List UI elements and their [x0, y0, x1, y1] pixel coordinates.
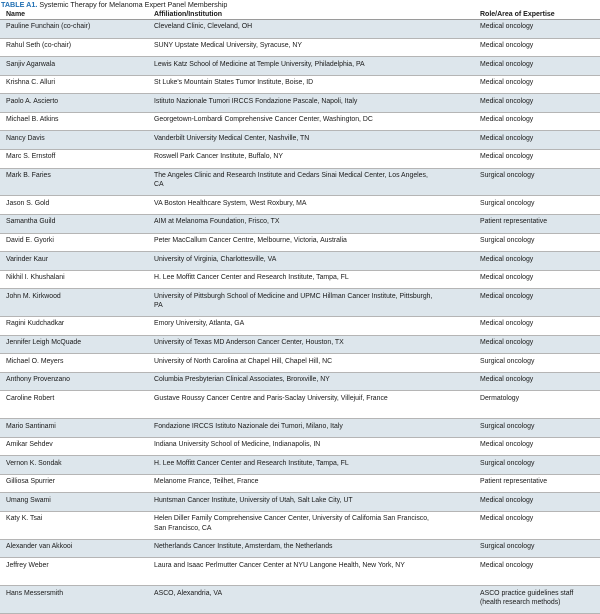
table-row: [0, 335, 600, 354]
cell-affiliation: VA Boston Healthcare System, West Roxbury, MA: [148, 196, 474, 215]
table-row: [0, 150, 600, 169]
table-row: [0, 391, 600, 419]
table-row: [0, 372, 600, 391]
cell-role: Medical oncology: [474, 252, 600, 271]
cell-name: Nancy Davis: [0, 131, 148, 150]
cell-role: Medical oncology: [474, 57, 600, 76]
cell-name: Caroline Robert: [0, 391, 148, 419]
cell-name: Rahul Seth (co-chair): [0, 38, 148, 57]
table-row: [0, 419, 600, 438]
cell-affiliation: Georgetown-Lombardi Comprehensive Cancer Center, Washington, DC: [148, 112, 474, 131]
table-row: [0, 586, 600, 614]
column-header-affiliation: Affiliation/Institution: [148, 10, 474, 20]
cell-name: Gilliosa Spurrier: [0, 474, 148, 493]
cell-role: Surgical oncology: [474, 419, 600, 438]
cell-affiliation: Lewis Katz School of Medicine at Temple University, Philadelphia, PA: [148, 57, 474, 76]
cell-name: Michael O. Meyers: [0, 354, 148, 373]
cell-role: Surgical oncology: [474, 233, 600, 252]
cell-role: Medical oncology: [474, 512, 600, 540]
cell-role: Dermatology: [474, 391, 600, 419]
cell-name: Nikhil I. Khushalani: [0, 270, 148, 289]
cell-role: Medical oncology: [474, 493, 600, 512]
table-row: [0, 270, 600, 289]
cell-affiliation: Peter MacCallum Cancer Centre, Melbourne, Victoria, Australia: [148, 233, 474, 252]
cell-name: Vernon K. Sondak: [0, 456, 148, 475]
cell-name: Katy K. Tsai: [0, 512, 148, 540]
cell-name: Sanjiv Agarwala: [0, 57, 148, 76]
table-row: [0, 75, 600, 94]
cell-role: Medical oncology: [474, 317, 600, 336]
cell-name: Anthony Provenzano: [0, 372, 148, 391]
cell-affiliation: University of Virginia, Charlottesville, VA: [148, 252, 474, 271]
table-number: TABLE A1.: [1, 0, 38, 9]
table-row: [0, 289, 600, 317]
table-row: [0, 317, 600, 336]
cell-affiliation: H. Lee Moffitt Cancer Center and Research Institute, Tampa, FL: [148, 456, 474, 475]
cell-affiliation: Melanome France, Teilhet, France: [148, 474, 474, 493]
cell-name: Jeffrey Weber: [0, 558, 148, 586]
cell-name: John M. Kirkwood: [0, 289, 148, 317]
table-row: [0, 20, 600, 39]
cell-name: Varinder Kaur: [0, 252, 148, 271]
cell-role: Medical oncology: [474, 437, 600, 456]
cell-role: Surgical oncology: [474, 539, 600, 558]
cell-role: Surgical oncology: [474, 456, 600, 475]
cell-affiliation: University of North Carolina at Chapel Hill, Chapel Hill, NC: [148, 354, 474, 373]
cell-name: Mario Santinami: [0, 419, 148, 438]
cell-role: Medical oncology: [474, 558, 600, 586]
cell-affiliation: Indiana University School of Medicine, Indianapolis, IN: [148, 437, 474, 456]
cell-role: ASCO practice guidelines staff (health research methods): [474, 586, 600, 614]
cell-name: Jennifer Leigh McQuade: [0, 335, 148, 354]
table-row: [0, 437, 600, 456]
cell-name: Ragini Kudchadkar: [0, 317, 148, 336]
cell-role: Patient representative: [474, 474, 600, 493]
table-row: [0, 168, 600, 196]
cell-role: Medical oncology: [474, 270, 600, 289]
cell-role: Medical oncology: [474, 38, 600, 57]
cell-affiliation: University of Texas MD Anderson Cancer Center, Houston, TX: [148, 335, 474, 354]
cell-affiliation: Helen Diller Family Comprehensive Cancer Center, University of California San Francisco, San Francisco, CA: [148, 512, 474, 540]
cell-affiliation: St Luke's Mountain States Tumor Institute, Boise, ID: [148, 75, 474, 94]
cell-name: Pauline Funchain (co-chair): [0, 20, 148, 39]
cell-role: Patient representative: [474, 214, 600, 233]
cell-name: Amikar Sehdev: [0, 437, 148, 456]
cell-affiliation: The Angeles Clinic and Research Institute and Cedars Sinai Medical Center, Los Angeles, CA: [148, 168, 474, 196]
cell-role: Medical oncology: [474, 94, 600, 113]
cell-affiliation: ASCO, Alexandria, VA: [148, 586, 474, 614]
cell-name: Michael B. Atkins: [0, 112, 148, 131]
table-row: [0, 233, 600, 252]
cell-name: Umang Swami: [0, 493, 148, 512]
table-row: [0, 456, 600, 475]
cell-affiliation: SUNY Upstate Medical University, Syracuse, NY: [148, 38, 474, 57]
column-header-name: Name: [0, 10, 148, 20]
table-row: [0, 512, 600, 540]
table-row: [0, 354, 600, 373]
table-row: [0, 539, 600, 558]
table-row: [0, 38, 600, 57]
cell-affiliation: Cleveland Clinic, Cleveland, OH: [148, 20, 474, 39]
table-row: [0, 112, 600, 131]
cell-affiliation: Emory University, Atlanta, GA: [148, 317, 474, 336]
cell-affiliation: H. Lee Moffitt Cancer Center and Research Institute, Tampa, FL: [148, 270, 474, 289]
cell-role: Medical oncology: [474, 75, 600, 94]
cell-affiliation: University of Pittsburgh School of Medicine and UPMC Hillman Cancer Institute, Pittsburgh, PA: [148, 289, 474, 317]
table-header-row: [0, 10, 600, 20]
cell-name: Krishna C. Alluri: [0, 75, 148, 94]
cell-affiliation: Istituto Nazionale Tumori IRCCS Fondazione Pascale, Napoli, Italy: [148, 94, 474, 113]
table-row: [0, 214, 600, 233]
cell-name: Mark B. Faries: [0, 168, 148, 196]
cell-affiliation: Roswell Park Cancer Institute, Buffalo, NY: [148, 150, 474, 169]
table-row: [0, 474, 600, 493]
table-row: [0, 94, 600, 113]
cell-role: Surgical oncology: [474, 168, 600, 196]
cell-affiliation: Vanderbilt University Medical Center, Nashville, TN: [148, 131, 474, 150]
cell-name: Hans Messersmith: [0, 586, 148, 614]
cell-name: David E. Gyorki: [0, 233, 148, 252]
column-header-role: Role/Area of Expertise: [474, 10, 600, 20]
cell-role: Medical oncology: [474, 335, 600, 354]
cell-affiliation: Fondazione IRCCS Istituto Nazionale dei Tumori, Milano, Italy: [148, 419, 474, 438]
cell-name: Paolo A. Ascierto: [0, 94, 148, 113]
cell-name: Marc S. Ernstoff: [0, 150, 148, 169]
cell-affiliation: Netherlands Cancer Institute, Amsterdam, the Netherlands: [148, 539, 474, 558]
cell-affiliation: AIM at Melanoma Foundation, Frisco, TX: [148, 214, 474, 233]
cell-role: Medical oncology: [474, 112, 600, 131]
table-row: [0, 558, 600, 586]
cell-role: Medical oncology: [474, 372, 600, 391]
cell-affiliation: Laura and Isaac Perlmutter Cancer Center at NYU Langone Health, New York, NY: [148, 558, 474, 586]
cell-affiliation: Huntsman Cancer Institute, University of Utah, Salt Lake City, UT: [148, 493, 474, 512]
table-title: Systemic Therapy for Melanoma Expert Panel Membership: [39, 0, 228, 9]
table-caption: [1, 0, 227, 9]
cell-name: Samantha Guild: [0, 214, 148, 233]
table-row: [0, 57, 600, 76]
panel-membership-table: [0, 10, 600, 614]
cell-affiliation: Gustave Roussy Cancer Centre and Paris-Saclay University, Villejuif, France: [148, 391, 474, 419]
table-row: [0, 131, 600, 150]
cell-name: Alexander van Akkooi: [0, 539, 148, 558]
table-row: [0, 493, 600, 512]
cell-role: Medical oncology: [474, 289, 600, 317]
cell-role: Medical oncology: [474, 131, 600, 150]
cell-role: Medical oncology: [474, 20, 600, 39]
cell-name: Jason S. Gold: [0, 196, 148, 215]
cell-affiliation: Columbia Presbyterian Clinical Associates, Bronxville, NY: [148, 372, 474, 391]
table-row: [0, 196, 600, 215]
cell-role: Surgical oncology: [474, 196, 600, 215]
cell-role: Surgical oncology: [474, 354, 600, 373]
cell-role: Medical oncology: [474, 150, 600, 169]
table-row: [0, 252, 600, 271]
